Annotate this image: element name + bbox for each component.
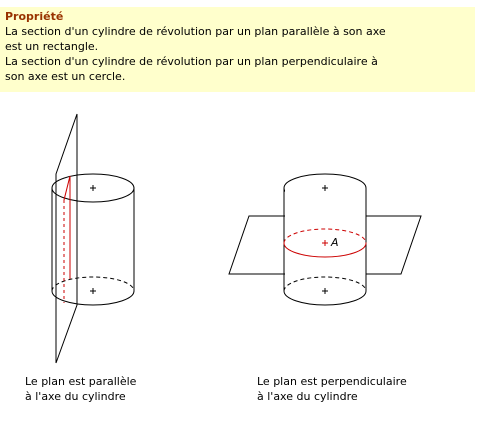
vertical-plane — [56, 114, 77, 363]
property-line-3: La section d'un cylindre de révolution par un plan perpendiculaire à — [5, 55, 378, 68]
perpendicular-plane-figure — [220, 110, 460, 370]
property-title: Propriété — [5, 10, 64, 23]
property-line-2: est un rectangle. — [5, 40, 99, 53]
property-box — [0, 7, 475, 92]
left-caption-line-1: Le plan est parallèle — [25, 375, 137, 388]
property-line-1: La section d'un cylindre de révolution par un plan parallèle à son axe — [5, 25, 386, 38]
right-caption-line-1: Le plan est perpendiculaire — [257, 375, 407, 388]
section-top-edge — [64, 176, 70, 200]
top-centre-mark — [90, 185, 96, 191]
cylinder-body — [285, 188, 366, 291]
left-caption-line-2: à l'axe du cylindre — [25, 390, 126, 403]
point-a-label: A — [331, 236, 339, 249]
property-line-4: son axe est un cercle. — [5, 70, 126, 83]
right-caption-line-2: à l'axe du cylindre — [257, 390, 358, 403]
parallel-plane-figure — [0, 110, 240, 370]
right-caption — [257, 374, 407, 404]
left-caption — [25, 374, 136, 404]
bottom-centre-mark — [90, 288, 96, 294]
